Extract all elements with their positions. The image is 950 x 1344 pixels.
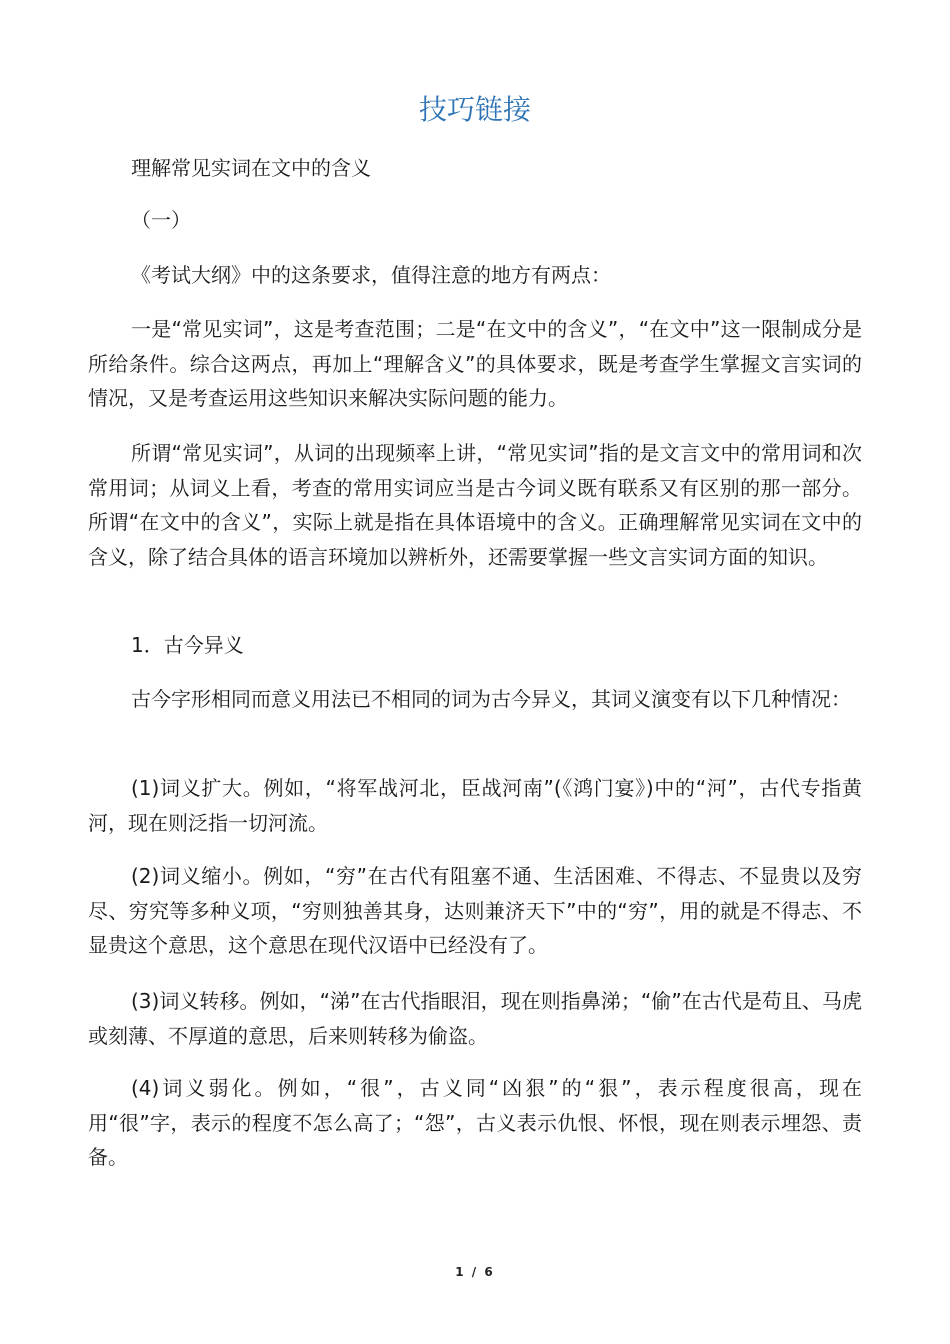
- paragraph-meaning-shift: (3)词义转移。例如，“涕”在古代指眼泪，现在则指鼻涕；“偷”在古代是苟且、马虎或刻薄、不厚道的意思，后来则转移为偷盗。: [88, 989, 862, 1048]
- paragraph-meaning-weakening: (4)词义弱化。例如，“很”，古义同“凶狠”的“狠”，表示程度很高，现在用“很”字，表示的程度不怎么高了；“怨”，古义表示仇恨、怀恨，现在则表示埋怨、责备。: [88, 1076, 862, 1169]
- paragraph-ancient-modern-intro: 古今字形相同而意义用法已不相同的词为古今异义，其词义演变有以下几种情况：: [131, 687, 851, 711]
- paragraph-subheading-ancient-modern: 1．古今异义: [131, 633, 244, 657]
- paragraph-section-number: （一）: [131, 208, 191, 232]
- paragraph-definition: 所谓“常见实词”，从词的出现频率上讲，“常见实词”指的是文言文中的常用词和次常用词；从词义上看，考查的常用实词应当是古今词义既有联系又有区别的那一部分。所谓“在文中的含义”，实际上就是指在具体语境中的含义。正确理解常见实词在文中的含义，除了结合具体的语言环境加以辨析外，还需要掌握一些文言实词方面的知识。: [88, 441, 862, 569]
- document-title: 技巧链接: [418, 93, 531, 126]
- paragraph-intro: 《考试大纲》中的这条要求，值得注意的地方有两点：: [131, 263, 611, 287]
- paragraph-meaning-narrowing: (2)词义缩小。例如，“穷”在古代有阻塞不通、生活困难、不得志、不显贵以及穷尽、穷究等多种义项，“穷则独善其身，达则兼济天下”中的“穷”，用的就是不得志、不显贵这个意思，这个意思在现代汉语中已经没有了。: [88, 864, 862, 957]
- page-indicator: 1 / 6: [455, 1265, 495, 1279]
- paragraph-section-heading: 理解常见实词在文中的含义: [131, 156, 371, 180]
- paragraph-meaning-expansion: (1)词义扩大。例如，“将军战河北，臣战河南”(《鸿门宴》)中的“河”，古代专指黄河，现在则泛指一切河流。: [88, 776, 862, 835]
- paragraph-scope: 一是“常见实词”，这是考查范围；二是“在文中的含义”，“在文中”这一限制成分是所给条件。综合这两点，再加上“理解含义”的具体要求，既是考查学生掌握文言实词的情况，又是考查运用这些知识来解决实际问题的能力。: [88, 317, 862, 410]
